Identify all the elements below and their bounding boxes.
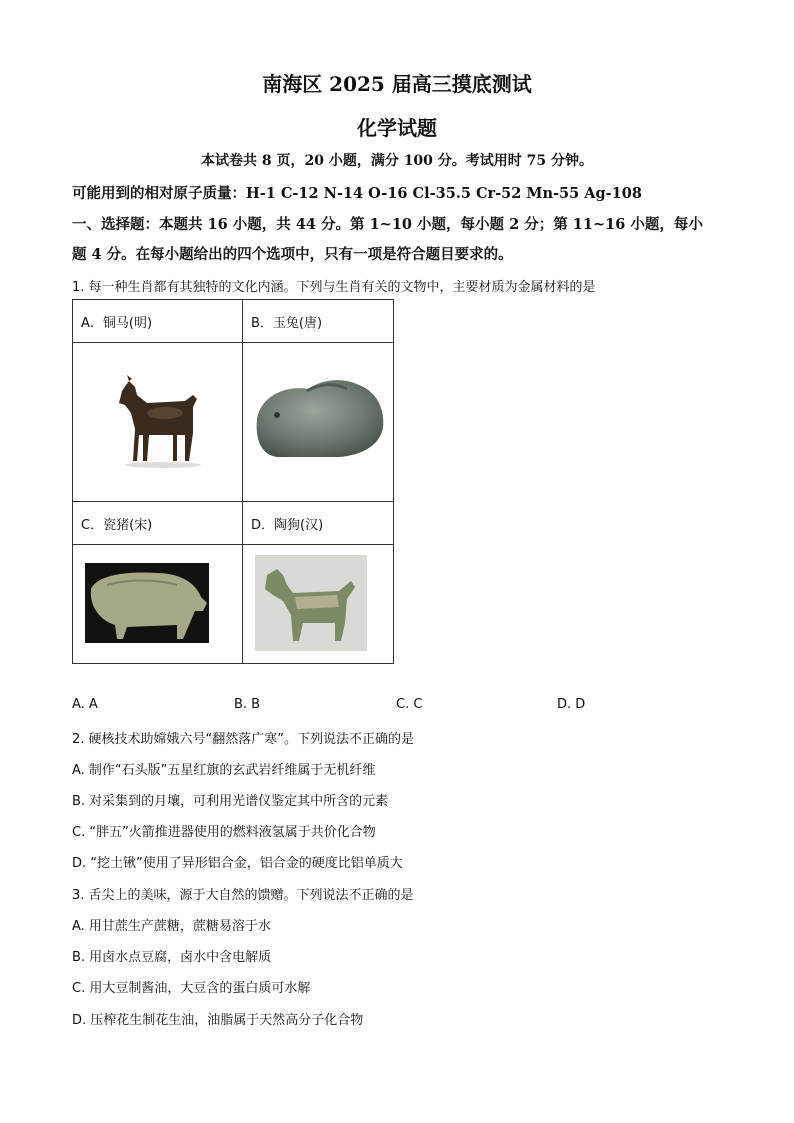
q2-option-a: A. 制作“石头版”五星红旗的玄武岩纤维属于无机纤维: [72, 763, 376, 778]
section-instructions-line2: 题 4 分。在每小题给出的四个选项中，只有一项是符合题目要求的。: [72, 246, 513, 263]
porcelain-pig-image: [73, 545, 243, 664]
atomic-masses: 可能用到的相对原子质量：H-1 C-12 N-14 O-16 Cl-35.5 Cr-52 Mn-55 Ag-108: [72, 185, 642, 202]
q1-choice-d: D. D: [557, 697, 586, 712]
q3-option-b: B. 用卤水点豆腐，卤水中含电解质: [72, 950, 272, 965]
q2-option-d: D. “挖土锹”使用了异形铝合金，铝合金的硬度比铝单质大: [72, 856, 403, 871]
exam-title: 南海区 2025 届高三摸底测试: [262, 72, 532, 96]
q2-option-c: C. “胖五”火箭推进器使用的燃料液氢属于共价化合物: [72, 825, 376, 840]
q2-option-b: B. 对采集到的月壤，可利用光谱仪鉴定其中所含的元素: [72, 794, 389, 809]
q2-stem: 2. 硬核技术助嫦娥六号“翻然落广寒”。下列说法不正确的是: [72, 732, 415, 747]
q1-table: [72, 299, 394, 664]
q1-stem: 1. 每一种生肖都有其独特的文化内涵。下列与生肖有关的文物中，主要材质为金属材料的是: [72, 280, 596, 295]
bronze-horse-image: [73, 343, 243, 502]
section-instructions-line1: 一、选择题：本题共 16 小题，共 44 分。第 1~10 小题，每小题 2 分；第 11~16 小题，每小: [72, 216, 703, 233]
option-a-label: A．铜马(明): [73, 300, 243, 343]
q3-stem: 3. 舌尖上的美味，源于大自然的馈赠。下列说法不正确的是: [72, 888, 414, 903]
option-c-label: C．瓷猪(宋): [73, 502, 243, 545]
exam-subtitle: 化学试题: [357, 116, 437, 140]
exam-info: 本试卷共 8 页，20 小题，满分 100 分。考试用时 75 分钟。: [200, 153, 594, 169]
option-d-label: D．陶狗(汉): [243, 502, 394, 545]
pottery-dog-image: [243, 545, 394, 664]
q3-option-d: D. 压榨花生制花生油，油脂属于天然高分子化合物: [72, 1013, 364, 1028]
q1-choice-c: C. C: [396, 697, 423, 712]
q1-choice-a: A. A: [72, 697, 98, 712]
q1-choice-b: B. B: [234, 697, 261, 712]
q3-option-a: A. 用甘蔗生产蔗糖，蔗糖易溶于水: [72, 919, 271, 934]
q3-option-c: C. 用大豆制酱油，大豆含的蛋白质可水解: [72, 981, 311, 996]
option-b-label: B．玉兔(唐): [243, 300, 394, 343]
jade-rabbit-image: [243, 343, 394, 502]
